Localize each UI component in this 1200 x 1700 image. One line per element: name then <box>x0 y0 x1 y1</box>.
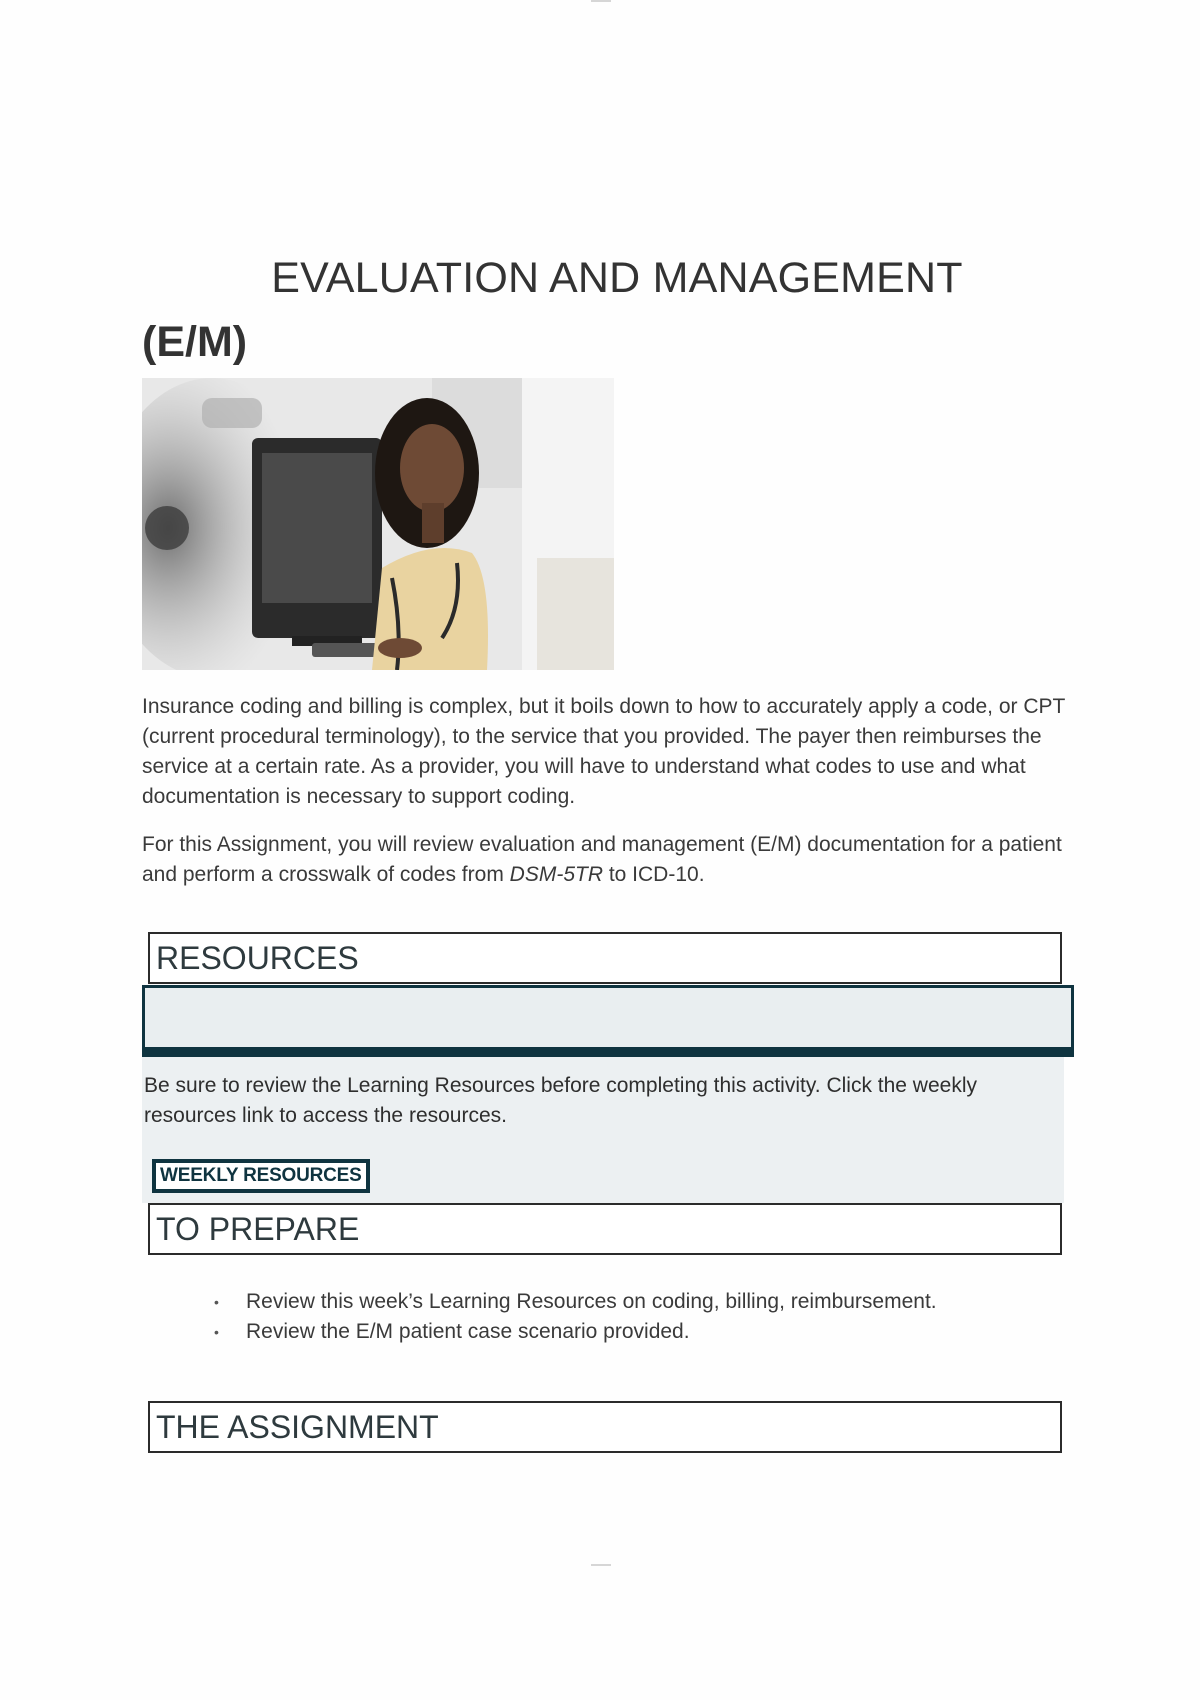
list-item: • Review this week’s Learning Resources on coding, billing, reimbursement. <box>246 1287 1072 1317</box>
resources-banner <box>142 985 1074 1057</box>
page-subtitle: (E/M) <box>142 318 248 366</box>
provider-photo-illustration <box>142 378 614 670</box>
page-bottom-marker <box>591 1564 611 1566</box>
assignment-paragraph <box>142 830 1072 890</box>
page-top-marker <box>591 0 611 2</box>
page-title: EVALUATION AND MANAGEMENT <box>271 254 963 302</box>
to-prepare-list <box>142 1287 1072 1347</box>
dsm-title: DSM-5TR <box>509 863 603 886</box>
weekly-resources-button[interactable]: WEEKLY RESOURCES <box>152 1159 370 1193</box>
resources-panel <box>142 1057 1064 1203</box>
resources-heading-box <box>148 932 1062 984</box>
list-item: • Review the E/M patient case scenario provided. <box>246 1317 1072 1347</box>
assignment-heading-box <box>148 1401 1062 1453</box>
assignment-paragraph-end: to ICD-10. <box>603 863 705 886</box>
resources-heading: RESOURCES <box>156 940 359 976</box>
assignment-paragraph-text: For this Assignment, you will review evaluation and management (E/M) documentation for a patient and perform a crosswalk of codes from <box>142 833 1062 886</box>
document-body <box>142 250 1072 1453</box>
to-prepare-heading-box <box>148 1203 1062 1255</box>
resources-text: Be sure to review the Learning Resources before completing this activity. Click the weekly resources link to access the resources. <box>144 1074 977 1127</box>
to-prepare-heading: TO PREPARE <box>156 1211 360 1247</box>
assignment-heading: THE ASSIGNMENT <box>156 1409 439 1445</box>
provider-photo <box>142 378 614 670</box>
intro-paragraph: Insurance coding and billing is complex, but it boils down to how to accurately apply a code, or CPT (current procedural terminology), to the service that you provided. The payer then reimburses the service at a certain rate. As a provider, you will have to understand what codes to use and what documentation is necessary to support coding. <box>142 695 1065 808</box>
